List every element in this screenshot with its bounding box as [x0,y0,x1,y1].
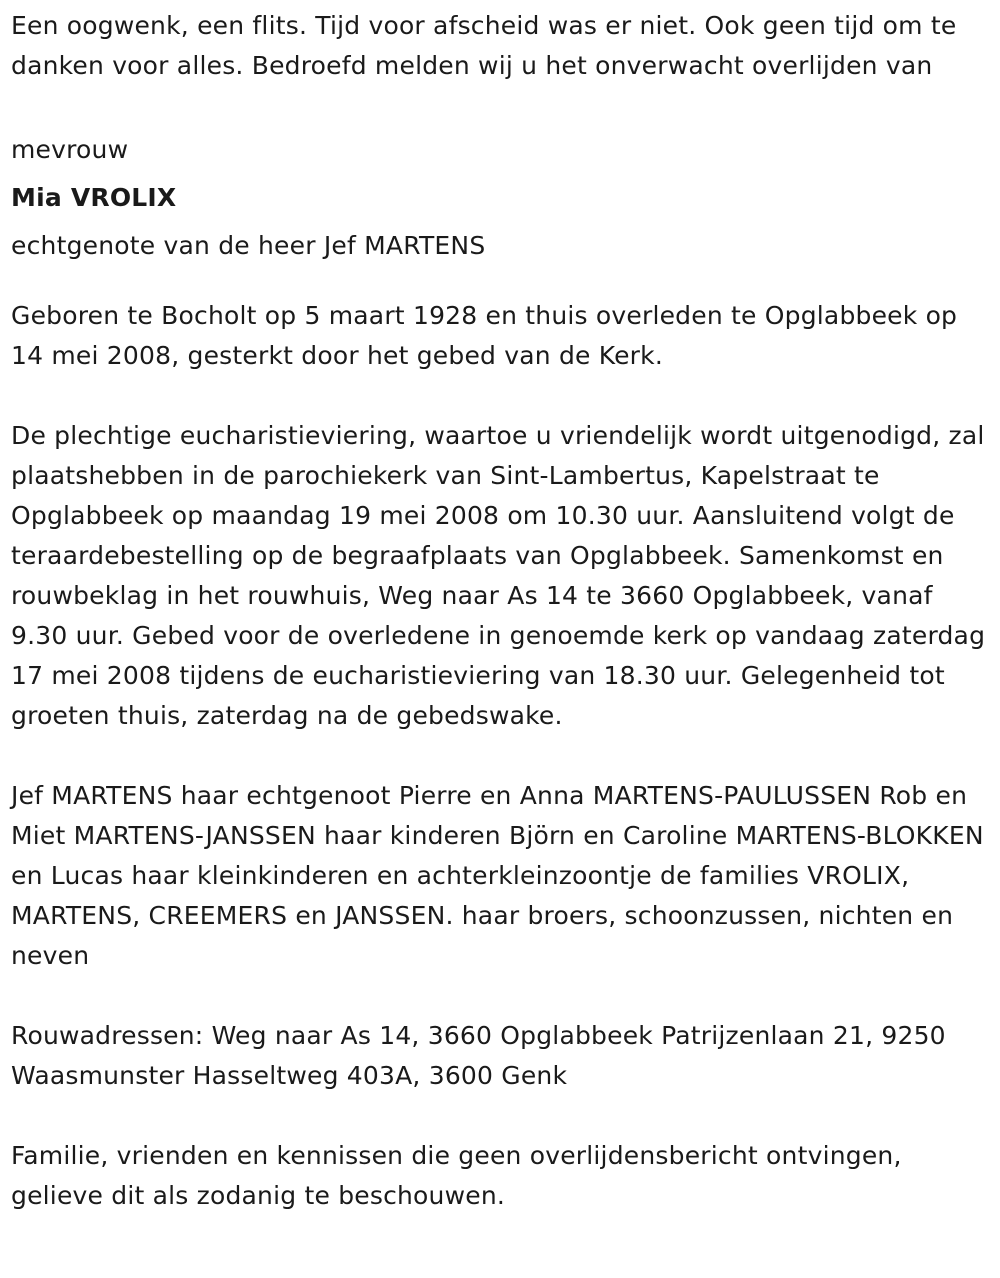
spacer [11,270,990,296]
intro-paragraph: Een oogwenk, een flits. Tijd voor afscheid was er niet. Ook geen tijd om te danken voor alles. Bedroefd melden wij u het onverwacht overlijden van [11,11,957,80]
spacer [11,376,990,416]
spacer [11,736,990,776]
family-paragraph: Jef MARTENS haar echtgenoot Pierre en Anna MARTENS-PAULUSSEN Rob en Miet MARTENS-JANSSEN haar kinderen Björn en Caroline MARTENS-BLOKKEN en Lucas haar kleinkinderen en achterkleinzoontje de families VROLIX, MARTENS, CREEMERS en JANSSEN. haar broers, schoonzussen, nichten en neven [11,781,984,970]
spacer [11,1096,990,1136]
deceased-name: Mia VROLIX [11,183,177,212]
closing-paragraph: Familie, vrienden en kennissen die geen overlijdensbericht ontvingen, gelieve dit als zodanig te beschouwen. [11,1141,902,1210]
spacer [11,976,990,1016]
spacer [11,86,990,126]
addresses-paragraph: Rouwadressen: Weg naar As 14, 3660 Opglabbeek Patrijzenlaan 21, 9250 Waasmunster Hasseltweg 403A, 3600 Genk [11,1021,946,1090]
spouse-line: echtgenote van de heer Jef MARTENS [11,231,486,260]
salutation: mevrouw [11,135,129,164]
ceremony-paragraph: De plechtige eucharistieviering, waartoe u vriendelijk wordt uitgenodigd, zal plaatshebben in de parochiekerk van Sint-Lambertus, Kapelstraat te Opglabbeek op maandag 19 mei 2008 om 10.30 uur. Aansluitend volgt de teraardebestelling op de begraafplaats van Opglabbeek. Samenkomst en rouwbeklag in het rouwhuis, Weg naar As 14 te 3660 Opglabbeek, vanaf 9.30 uur. Gebed voor de overledene in genoemde kerk op vandaag zaterdag 17 mei 2008 tijdens de eucharistieviering van 18.30 uur. Gelegenheid tot groeten thuis, zaterdag na de gebedswake. [11,421,986,730]
birth-death-paragraph: Geboren te Bocholt op 5 maart 1928 en thuis overleden te Opglabbeek op 14 mei 2008, gesterkt door het gebed van de Kerk. [11,301,958,370]
